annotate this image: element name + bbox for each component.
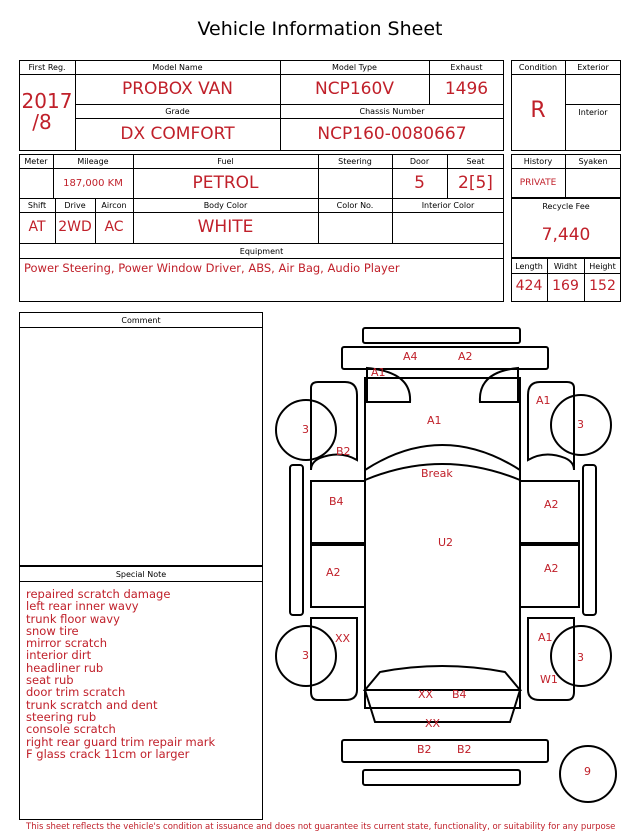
list-item: trunk floor wavy [26,611,120,626]
grade-value: DX COMFORT [120,124,235,144]
mark-u2: U2 [438,536,454,549]
list-item: steering rub [26,709,97,724]
mark-spare: 9 [584,765,591,778]
height-label: Height [589,262,616,271]
body-color-label: Body Color [203,201,248,210]
mark-a1-rr: A1 [538,631,553,644]
rear-panel [342,740,548,762]
chassis-label: Chassis Number [359,107,425,116]
seat-label: Seat [466,157,485,166]
syaken-label: Syaken [578,157,608,166]
front-bumper [363,328,520,343]
right-front-door [520,481,579,543]
model-name-label: Model Name [152,63,203,72]
interior-label: Interior [578,108,608,117]
page-title: Vehicle Information Sheet [197,18,443,40]
width-value: 169 [552,278,579,294]
history-value: PRIVATE [519,178,557,188]
length-label: Length [515,262,543,271]
mark-a2-right2: A2 [544,562,559,575]
list-item: F glass crack 11cm or larger [26,746,190,761]
aircon-label: Aircon [101,201,127,210]
left-quarter [311,618,357,700]
chassis-value: NCP160-0080667 [317,124,467,144]
list-item: door trim scratch [26,685,126,700]
length-value: 424 [515,278,543,294]
left-mirror [290,465,303,615]
list-item: snow tire [26,623,79,638]
model-name-value: PROBOX VAN [121,79,234,99]
body-color-value: WHITE [197,217,254,237]
door-label: Door [409,157,430,166]
mark-b2-rear2: B2 [457,743,472,756]
list-item: seat rub [26,673,74,688]
list-item: headliner rub [26,660,104,675]
equipment-label: Equipment [239,247,284,256]
list-item: mirror scratch [26,636,108,651]
mark-b4-rear: B4 [452,688,467,701]
steering-label: Steering [338,157,372,166]
list-item: repaired scratch damage [26,587,171,601]
model-type-label: Model Type [332,63,377,72]
trunk-lid [365,690,520,722]
equipment-value: Power Steering, Power Window Driver, ABS, Air Bag, Audio Player [24,261,400,275]
list-item: left rear inner wavy [26,599,139,614]
height-value: 152 [589,278,616,294]
seat-value: 2[5] [458,173,493,193]
door-value: 5 [414,173,425,193]
mark-xx-left: XX [335,632,351,645]
mark-xx-rear1: XX [418,688,434,701]
mark-tire-rl: 3 [302,649,309,662]
aircon-value: AC [104,219,124,235]
shift-value: AT [28,219,46,235]
mark-b2-rear1: B2 [417,743,432,756]
list-item: console scratch [26,722,116,737]
mileage-value: 187,000 KM [63,178,123,189]
recycle-fee-label: Recycle Fee [542,202,590,211]
comment-label: Comment [121,316,161,325]
special-note-label: Special Note [115,570,167,579]
mark-break: Break [421,467,453,480]
comment-box [19,312,263,566]
front-fender-arc-right [480,368,518,402]
rear-window [365,666,520,690]
rear-bumper [363,770,520,785]
width-label: Widht [553,262,578,271]
drive-label: Drive [64,201,86,210]
mark-a2-hood: A2 [458,350,473,363]
first-reg-year: 2017 [21,89,73,113]
mark-w1: W1 [540,673,558,686]
right-rear-door [520,545,579,607]
mark-tire-fr: 3 [577,418,584,431]
grade-label: Grade [165,107,190,116]
shift-label: Shift [27,201,47,210]
interior-color-label: Interior Color [421,201,475,210]
mark-a1-fr: A1 [536,394,551,407]
list-item: right rear guard trim repair mark [26,734,216,749]
mark-tire-fl: 3 [302,423,309,436]
mark-xx-rear2: XX [425,717,441,730]
first-reg-month: /8 [32,110,52,134]
first-reg-label: First Reg. [28,63,66,72]
left-front-door [311,481,365,543]
special-note-list [26,588,215,760]
mark-a1-fl: A1 [371,366,386,379]
mark-b4-left: B4 [329,495,344,508]
right-mirror [583,465,596,615]
mileage-label: Mileage [77,157,109,166]
fuel-value: PETROL [192,173,259,193]
drive-value: 2WD [58,219,92,235]
model-type-value: NCP160V [315,79,394,99]
disclaimer-footer: This sheet reflects the vehicle's condition at issuance and does not guarantee its current state, functionality, or suitability for any purpose [26,822,616,832]
recycle-fee-value: 7,440 [541,225,591,245]
meter-label: Meter [24,157,48,166]
exhaust-label: Exhaust [450,63,483,72]
exhaust-value: 1496 [444,79,489,99]
list-item: interior dirt [26,648,92,663]
history-label: History [523,157,553,166]
fuel-label: Fuel [217,157,234,166]
mark-b2-left: B2 [336,445,351,458]
condition-value: R [530,98,546,123]
mark-a1-roof: A1 [427,414,442,427]
mark-a2-right1: A2 [544,498,559,511]
exterior-label: Exterior [577,63,609,72]
list-item: trunk scratch and dent [26,697,158,712]
mark-tire-rr: 3 [577,651,584,664]
condition-label: Condition [518,63,558,72]
mark-a2-left: A2 [326,566,341,579]
mark-a4: A4 [403,350,418,363]
color-no-label: Color No. [336,201,374,210]
